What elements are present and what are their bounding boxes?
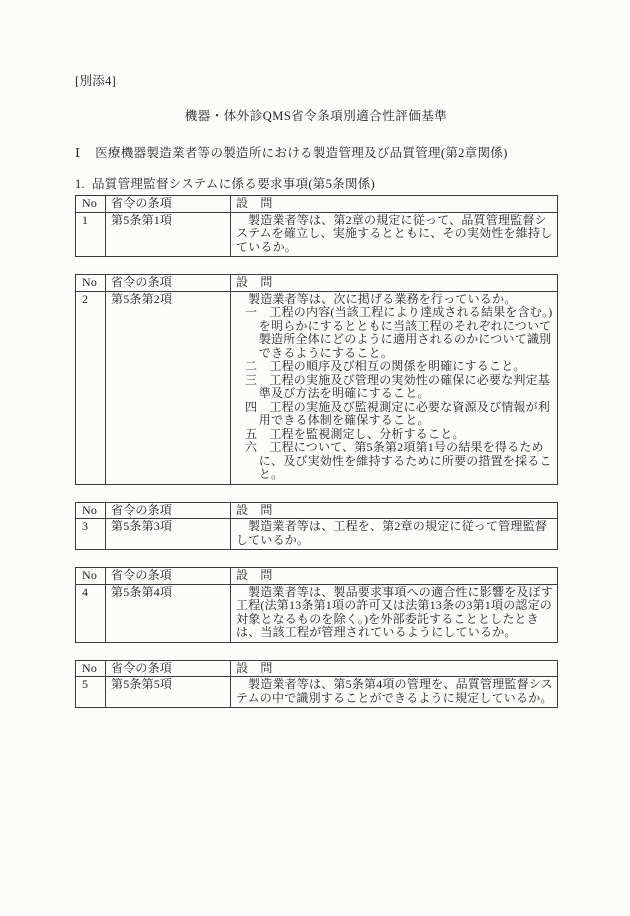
qa-table-row: [76, 677, 558, 708]
section-heading: [75, 146, 630, 160]
qa-table-header-row: [76, 196, 558, 213]
section-number: Ⅰ: [75, 146, 81, 160]
qa-table-header-row: [76, 275, 558, 292]
question-paragraph: 五 工程を監視測定し、分析すること。: [245, 426, 465, 441]
col-header-article: 省令の条項: [106, 502, 231, 519]
question-paragraph: 三 工程の実施及び管理の実効性の確保に必要な判定基準及び方法を明確にすること。: [245, 372, 551, 400]
question-paragraph: 製造業者等は、工程を、第2章の規定に従って管理監督しているか。: [236, 519, 548, 547]
question-paragraph: 製造業者等は、製品要求事項への適合性に影響を及ぼす工程(法第13条第1項の許可又は法第13条の3第1項の認定の対象となるものを除く。)を外部委託することとしたときは、当該工程が管理されているようにしているか。: [236, 584, 554, 639]
document-title: 機器・体外診QMS省令条項別適合性評価基準: [184, 109, 448, 123]
section-title: 医療機器製造業者等の製造所における製造管理及び品質管理(第2章関係): [95, 146, 508, 160]
tables-container: [75, 195, 630, 708]
col-header-no: No: [76, 568, 106, 585]
row-no: 3: [76, 519, 106, 550]
question-paragraph: 一 工程の内容(当該工程により達成される結果を含む。)を明らかにするとともに当該工程のそれぞれについて製造所全体にどのように適用されるのかについて識別できるようにすること。: [245, 305, 553, 360]
qa-table-row: [76, 291, 558, 484]
row-question: [231, 212, 558, 257]
col-header-article: 省令の条項: [106, 660, 231, 677]
attachment-tag: [別添4]: [75, 74, 117, 88]
col-header-article: 省令の条項: [106, 568, 231, 585]
question-paragraph: 製造業者等は、次に掲げる業務を行っているか。: [248, 291, 517, 306]
qa-table-row: [76, 519, 558, 550]
col-header-article: 省令の条項: [106, 275, 231, 292]
question-paragraph: 四 工程の実施及び監視測定に必要な資源及び情報が利用できる体制を確保すること。: [245, 399, 551, 427]
qa-table-3: [75, 502, 558, 551]
col-header-no: No: [76, 275, 106, 292]
qa-table-row: [76, 212, 558, 257]
qa-table-header-row: [76, 660, 558, 677]
row-article: 第5条第2項: [106, 291, 231, 484]
subsection-title: 品質管理監督システムに係る要求事項(第5条関係): [91, 177, 376, 191]
row-article: 第5条第1項: [106, 212, 231, 257]
subsection-number: 1.: [75, 177, 85, 191]
qa-table-1: [75, 195, 558, 257]
row-article: 第5条第5項: [106, 677, 231, 708]
row-no: 1: [76, 212, 106, 257]
qa-table-row: [76, 584, 558, 642]
col-header-no: No: [76, 660, 106, 677]
col-header-question: 設 問: [231, 660, 558, 677]
row-question: [231, 519, 558, 550]
question-paragraph: 製造業者等は、第2章の規定に従って、品質管理監督システムを確立し、実施するとともに、その実効性を維持しているか。: [236, 212, 553, 254]
col-header-question: 設 問: [231, 196, 558, 213]
qa-table-2: [75, 274, 558, 485]
row-question: [231, 291, 558, 484]
row-question: [231, 584, 558, 642]
col-header-question: 設 問: [231, 275, 558, 292]
col-header-article: 省令の条項: [106, 196, 231, 213]
qa-table-4: [75, 567, 558, 643]
question-paragraph: 六 工程について、第5条第2項第1号の結果を得るために、及び実効性を維持するために所要の措置を採ること。: [245, 440, 552, 481]
row-article: 第5条第4項: [106, 584, 231, 642]
row-article: 第5条第3項: [106, 519, 231, 550]
question-paragraph: 二 工程の順序及び相互の関係を明確にすること。: [245, 359, 526, 373]
col-header-no: No: [76, 196, 106, 213]
qa-table-header-row: [76, 568, 558, 585]
subsection-heading: [75, 177, 630, 191]
qa-table-header-row: [76, 502, 558, 519]
row-question: [231, 677, 558, 708]
qa-table-5: [75, 660, 558, 709]
row-no: 5: [76, 677, 106, 708]
row-no: 2: [76, 291, 106, 484]
col-header-question: 設 問: [231, 568, 558, 585]
row-no: 4: [76, 584, 106, 642]
col-header-no: No: [76, 502, 106, 519]
col-header-question: 設 問: [231, 502, 558, 519]
question-paragraph: 製造業者等は、第5条第4項の管理を、品質管理監督システムの中で識別することができるように規定しているか。: [236, 677, 553, 705]
